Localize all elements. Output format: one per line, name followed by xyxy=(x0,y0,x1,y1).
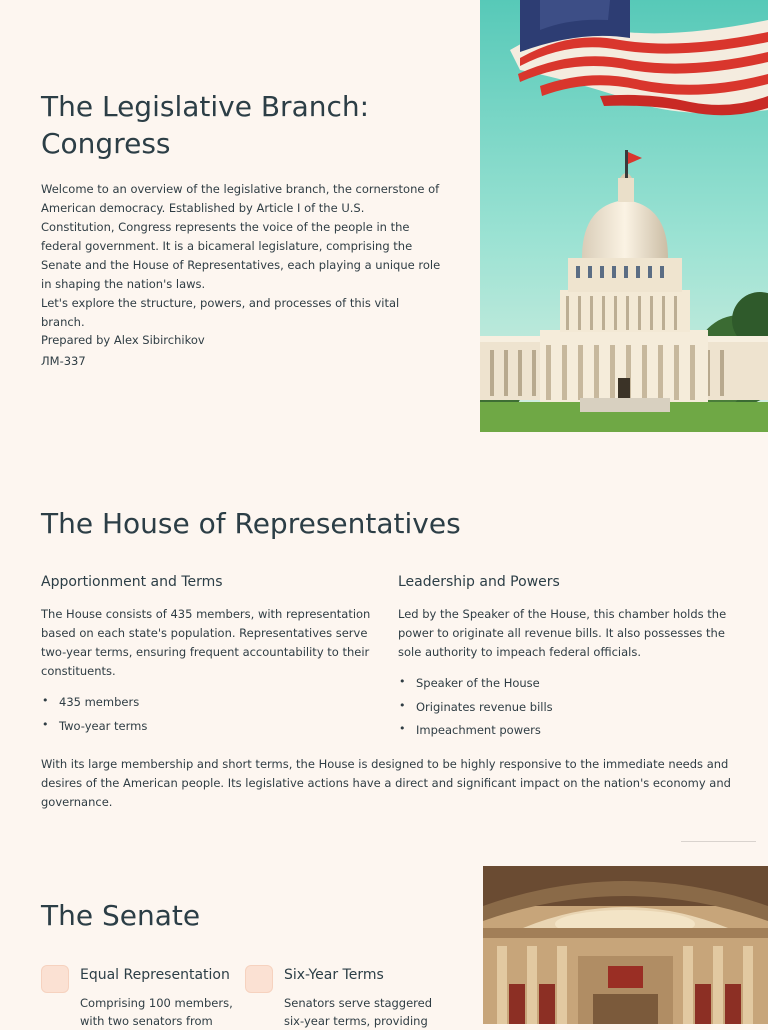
intro-paragraph: Let's explore the structure, powers, and processes of this vital branch. xyxy=(41,296,400,329)
capitol-image xyxy=(480,0,768,432)
bullet-icon: • xyxy=(42,694,49,707)
apportionment-heading: Apportionment and Terms xyxy=(41,574,223,590)
bullet-icon: • xyxy=(399,698,406,712)
leadership-heading: Leadership and Powers xyxy=(398,574,560,590)
intro-paragraph: Welcome to an overview of the legislative branch, the cornerstone of American democracy. Established by Article I of the U.S. Constitution, Congress represents the voice of the people in the federal government. It is a bicameral legislature, comprising the Senate and the House of Representatives, each playing a unique role in shaping the nation's laws. xyxy=(41,182,441,291)
section-divider xyxy=(681,841,756,842)
bullet-icon: • xyxy=(399,675,406,688)
feature-title: Six-Year Terms xyxy=(284,967,384,983)
bullet-icon: • xyxy=(399,722,406,735)
house-apportionment-column xyxy=(41,572,381,738)
list-item: • 435 members xyxy=(41,691,381,715)
feature-badge-icon xyxy=(41,965,69,993)
list-item: • Speaker of the House xyxy=(398,672,728,696)
senate-chamber-image xyxy=(483,866,768,1024)
house-section-title: The House of Representatives xyxy=(41,507,461,540)
author-block xyxy=(41,330,205,372)
leadership-bullets xyxy=(398,672,728,743)
prepared-by: Prepared by Alex Sibirchikov xyxy=(41,333,205,347)
senate-chamber-illustration xyxy=(483,866,768,1024)
feature-text: Comprising 100 members, with two senators from xyxy=(80,996,233,1028)
list-item: • Impeachment powers xyxy=(398,719,728,743)
page-title: The Legislative Branch: Congress xyxy=(41,90,370,160)
house-leadership-column xyxy=(398,572,728,743)
intro-text xyxy=(41,180,441,332)
house-summary: With its large membership and short terms, the House is designed to be highly responsive to the immediate needs and desires of the American people. Its legislative actions have a direct and significant impact on the nation's economy and governance. xyxy=(41,757,731,809)
bullet-icon: • xyxy=(42,717,49,731)
feature-title: Equal Representation xyxy=(80,967,230,983)
leadership-text: Led by the Speaker of the House, this chamber holds the power to originate all revenue bills. It also possesses the sole authority to impeach federal officials. xyxy=(398,607,727,659)
feature-text: Senators serve staggered six-year terms, providing xyxy=(284,996,433,1028)
group-code: ЛМ-337 xyxy=(41,354,86,368)
list-item: • Two-year terms xyxy=(41,715,381,739)
apportionment-text: The House consists of 435 members, with representation based on each state's population. Representatives serve two-year terms, ensuring frequent accountability to their constituents. xyxy=(41,607,371,678)
apportionment-bullets xyxy=(41,691,381,738)
feature-badge-icon xyxy=(245,965,273,993)
senate-section-title: The Senate xyxy=(41,899,201,932)
list-item: • Originates revenue bills xyxy=(398,696,728,720)
capitol-illustration xyxy=(480,0,768,432)
